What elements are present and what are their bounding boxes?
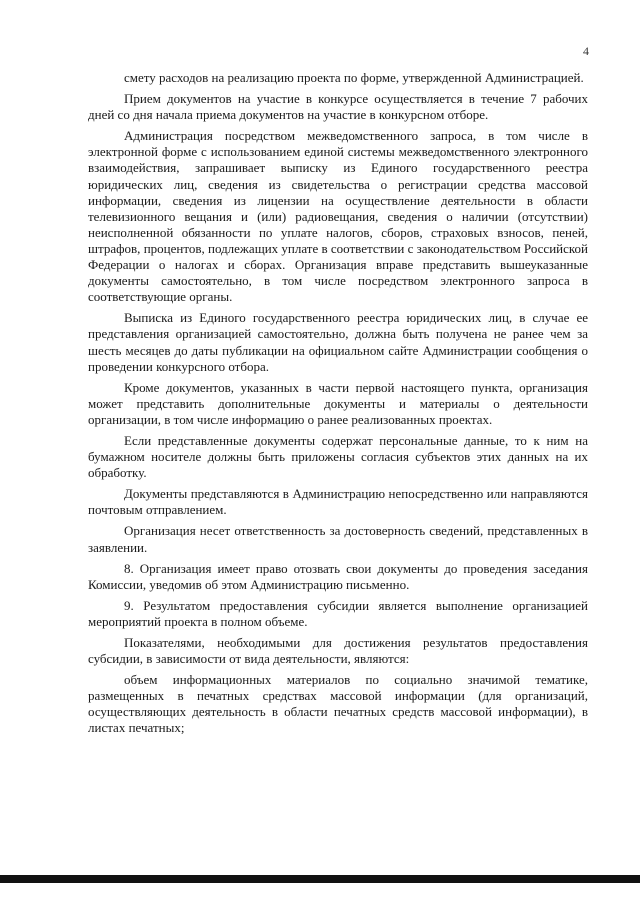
scan-edge-bar [0, 875, 640, 883]
paragraph: Организация несет ответственность за достоверность сведений, представленных в заявлении. [88, 523, 588, 555]
paragraph: 9. Результатом предоставления субсидии является выполнение организацией мероприятий проекта в полном объеме. [88, 597, 588, 629]
document-body [88, 70, 588, 737]
paragraph: смету расходов на реализацию проекта по форме, утвержденной Администрацией. [124, 70, 584, 85]
paragraph: объем информационных материалов по социально значимой тематике, размещенных в печатных средствах массовой информации (для организаций, осуществляющих деятельность в области печатных средств массовой информации), в листах печатных; [88, 672, 588, 736]
paragraph: Если представленные документы содержат персональные данные, то к ним на бумажном носителе должны быть приложены согласия субъектов этих данных на их обработку. [88, 432, 588, 481]
paragraph: Администрация посредством межведомственного запроса, в том числе в электронной форме с использованием единой системы межведомственного электронного взаимодействия, запрашивает выписку из Единого государственного реестра юридических лиц, сведения из свидетельства о регистрации средства массовой информации, сведения из лицензии на осуществление деятельности в области телевизионного вещания и (или) радиовещания, сведения о наличии (отсутствии) неисполненной обязанности по уплате налогов, сборов, страховых взносов, пеней, штрафов, процентов, подлежащих уплате в соответствии с законодательством Российской Федерации о налогах и сборах. Организация вправе представить вышеуказанные документы самостоятельно, в том числе посредством электронного запроса в соответствующие органы. [88, 128, 588, 305]
paragraph: 8. Организация имеет право отозвать свои документы до проведения заседания Комиссии, уведомив об этом Администрацию письменно. [88, 560, 588, 592]
page-number: 4 [583, 44, 589, 58]
paragraph: Кроме документов, указанных в части первой настоящего пункта, организация может представить дополнительные документы и материалы о деятельности организации, в том числе информацию о ранее реализованных проектах. [88, 379, 588, 427]
paragraph: Выписка из Единого государственного реестра юридических лиц, в случае ее представления организацией самостоятельно, должна быть получена не ранее чем за шесть месяцев до даты публикации на официальном сайте Администрации сообщения о проведении конкурсного отбора. [88, 310, 588, 374]
paragraph: Показателями, необходимыми для достижения результатов предоставления субсидии, в зависимости от вида деятельности, являются: [88, 635, 588, 667]
paragraph: Прием документов на участие в конкурсе осуществляется в течение 7 рабочих дней со дня начала приема документов на участие в конкурсном отборе. [88, 91, 588, 123]
paragraph: Документы представляются в Администрацию непосредственно или направляются почтовым отправлением. [88, 486, 588, 518]
